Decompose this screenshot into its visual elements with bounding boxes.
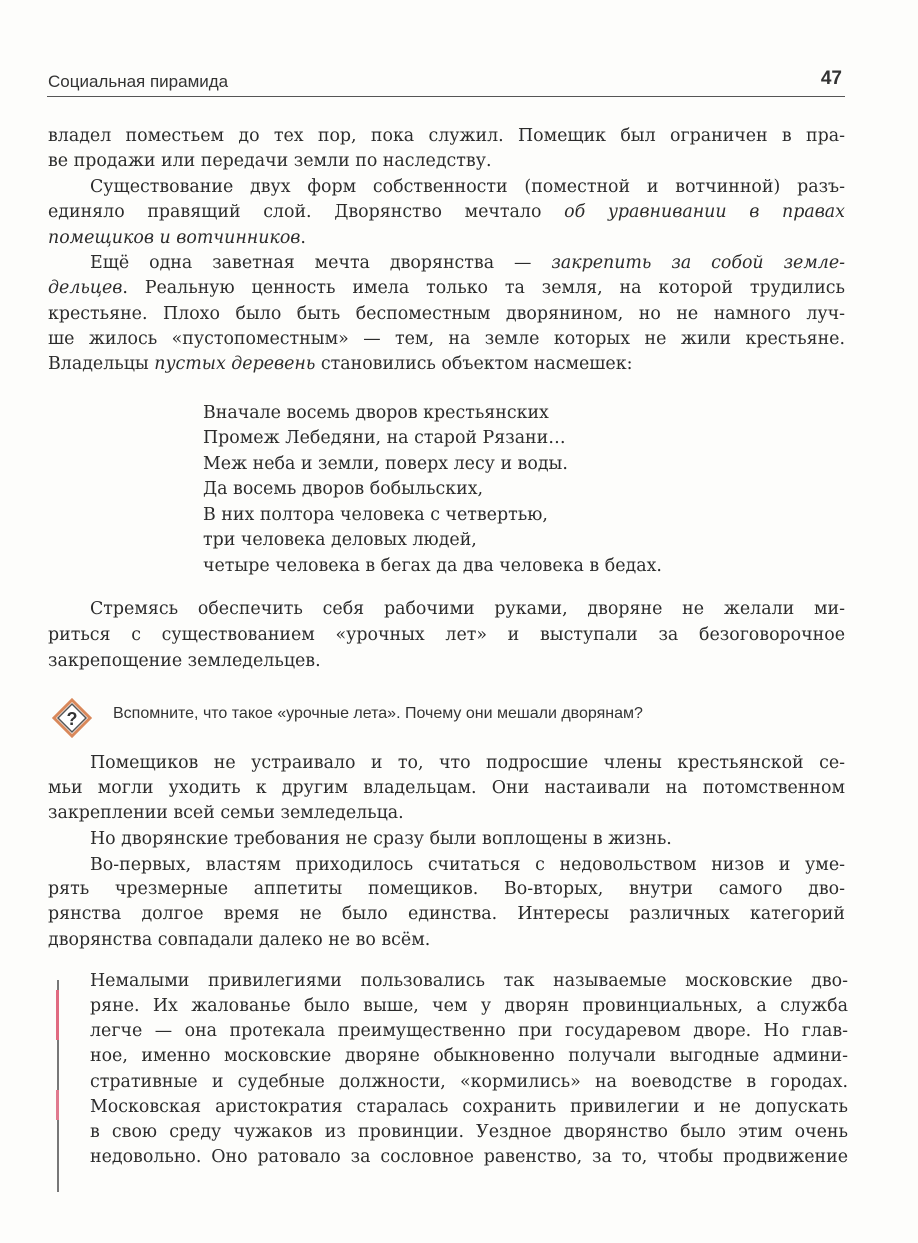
emphasis-text: дельцев — [48, 278, 123, 298]
poem-line — [203, 505, 803, 530]
running-header-title: Социальная пирамида — [48, 72, 229, 91]
text-line — [90, 177, 845, 202]
text-line — [90, 599, 845, 624]
poem-line — [203, 479, 803, 504]
text-segment: Промеж Лебедяни, на старой Рязани… — [203, 428, 566, 448]
text-segment: ряне. Их жалованье было выше, чем у дворян провинциальных, а служба — [90, 996, 848, 1016]
sidebar-text-line — [90, 1122, 848, 1147]
text-line — [48, 651, 845, 676]
emphasis-text: помещиков и вотчинников — [48, 228, 301, 248]
sidebar-box-accent — [56, 990, 59, 1040]
emphasis-text: закрепить за собой земле- — [551, 253, 846, 273]
poem-line — [203, 428, 803, 453]
poem-line — [203, 530, 803, 555]
page-number: 47 — [820, 68, 842, 89]
text-segment: Помещиков не устраивало и то, что подросшие члены крестьянской се- — [90, 753, 845, 773]
svg-text:?: ? — [66, 709, 78, 729]
header-divider — [47, 96, 845, 97]
text-segment: четыре человека в бегах да два человека в бедах. — [203, 556, 662, 576]
text-line — [48, 278, 845, 303]
sidebar-box-accent — [56, 1090, 59, 1120]
text-segment: становились объектом насмешек: — [315, 354, 633, 374]
text-line — [48, 904, 845, 929]
text-line — [90, 253, 845, 278]
text-segment: В них полтора человека с четвертью, — [203, 505, 548, 525]
text-segment: Существование двух форм собственности (поместной и вотчинной) разъ- — [90, 177, 845, 197]
text-segment: рять чрезмерные аппетиты помещиков. Во-вторых, внутри самого дво- — [48, 879, 845, 899]
text-line — [48, 625, 845, 650]
poem-line — [203, 454, 803, 479]
sidebar-text-line — [90, 1147, 848, 1172]
sidebar-text-line — [90, 1097, 848, 1122]
text-line — [48, 803, 845, 828]
question-text: Вспомните, что такое «урочные лета». Почему они мешали дворянам? — [113, 705, 643, 722]
text-segment: закрепощение земледельцев. — [48, 651, 321, 671]
text-segment: Стремясь обеспечить себя рабочими руками, дворяне не желали ми- — [90, 599, 845, 619]
emphasis-text: об уравнивании в правах — [564, 202, 845, 222]
text-segment: закреплении всей семьи земледельца. — [48, 803, 404, 823]
text-segment: Владельцы — [48, 354, 155, 374]
text-segment: в свою среду чужаков из провинции. Уездное дворянство было этим очень — [90, 1122, 848, 1142]
sidebar-text-line — [90, 971, 848, 996]
text-line — [48, 879, 845, 904]
text-line — [48, 329, 845, 354]
sidebar-text-line — [90, 1021, 848, 1046]
text-segment: владел поместьем до тех пор, пока служил. Помещик был ограничен в пра- — [48, 126, 845, 146]
text-segment: крестьяне. Плохо было быть беспоместным дворянином, но не намного луч- — [48, 304, 845, 324]
emphasis-text: пустых деревень — [154, 354, 316, 374]
text-segment: Меж неба и земли, поверх лесу и воды. — [203, 454, 568, 474]
text-segment: ше жилось «пустопоместным» — тем, на земле которых не жили крестьяне. — [48, 329, 845, 349]
text-segment: ное, именно московские дворяне обыкновенно получали выгодные админи- — [90, 1046, 848, 1066]
text-line — [48, 126, 845, 151]
text-segment: Да восемь дворов бобыльских, — [203, 479, 484, 499]
text-segment: мьи могли уходить к другим владельцам. Они настаивали на потомственном — [48, 778, 845, 798]
sidebar-text-line — [90, 996, 848, 1021]
text-line — [48, 202, 845, 227]
text-line — [48, 354, 845, 379]
sidebar-text-line — [90, 1072, 848, 1097]
text-segment: . Реальную ценность имела только та земля, на которой трудились — [122, 278, 845, 298]
text-line — [48, 304, 845, 329]
text-segment: рянства долгое время не было единства. Интересы различных категорий — [48, 904, 845, 924]
text-segment: дворянства совпадали далеко не во всём. — [48, 930, 431, 950]
text-line — [48, 778, 845, 803]
text-line — [90, 753, 845, 778]
text-line — [48, 930, 845, 955]
text-segment: легче — она протекала преимущественно при государевом дворе. Но глав- — [90, 1021, 848, 1041]
text-segment: ве продажи или передачи земли по наследству. — [48, 151, 492, 171]
question-diamond-icon — [52, 698, 92, 738]
text-segment: единяло правящий слой. Дворянство мечтало — [48, 202, 565, 222]
text-segment: Но дворянские требования не сразу были воплощены в жизнь. — [90, 829, 672, 849]
text-segment: недовольно. Оно ратовало за сословное равенство, за то, чтобы продвижение — [90, 1147, 848, 1167]
text-line — [48, 151, 845, 176]
text-segment: Московская аристократия старалась сохранить привилегии и не допускать — [90, 1097, 848, 1117]
text-segment: Ещё одна заветная мечта дворянства — — [90, 253, 552, 273]
sidebar-text-line — [90, 1046, 848, 1071]
text-segment: стративные и судебные должности, «кормились» на воеводстве в городах. — [90, 1072, 848, 1092]
poem-line — [203, 556, 803, 581]
text-line — [90, 829, 845, 854]
text-segment: Немалыми привилегиями пользовались так называемые московские дво- — [90, 971, 848, 991]
text-line — [48, 228, 845, 253]
poem-line — [203, 403, 803, 428]
text-line — [90, 855, 845, 880]
text-segment: Во-первых, властям приходилось считаться с недовольством низов и уме- — [90, 855, 845, 875]
text-segment: риться с существованием «урочных лет» и выступали за безоговорочное — [48, 625, 845, 645]
text-segment: Вначале восемь дворов крестьянских — [203, 403, 549, 423]
text-segment: три человека деловых людей, — [203, 530, 477, 550]
text-segment: . — [300, 228, 306, 248]
